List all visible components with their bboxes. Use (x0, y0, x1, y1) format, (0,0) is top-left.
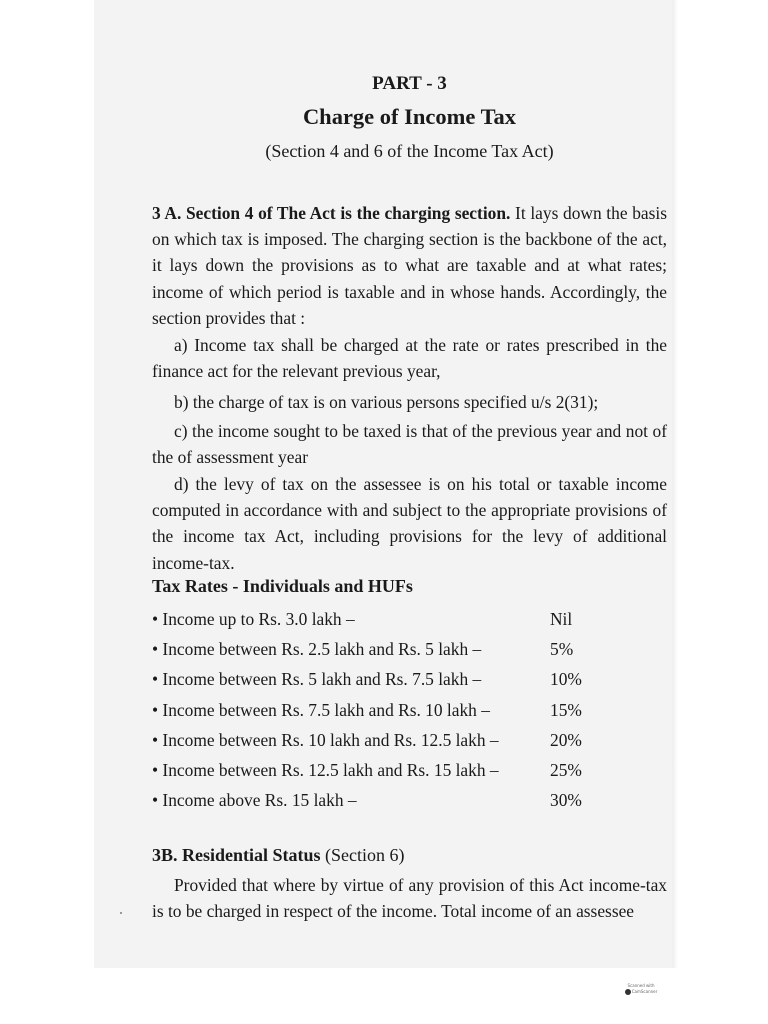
page-edge (672, 0, 678, 968)
tax-rates-heading: Tax Rates - Individuals and HUFs (152, 576, 413, 596)
section-3b-body: Provided that where by virtue of any provision of this Act income-tax is to be charged in respect of the income. Total income of an assessee (152, 875, 667, 922)
camscanner-logo-icon (625, 989, 631, 995)
scan-speck (120, 912, 122, 914)
tax-rate-value: 20% (550, 729, 582, 750)
section-3b-heading-suffix: (Section 6) (320, 845, 405, 865)
tax-rate-label: • Income between Rs. 10 lakh and Rs. 12.5 lakh – (152, 729, 499, 750)
scanner-watermark (624, 983, 658, 1013)
page-title: Charge of Income Tax (302, 104, 517, 129)
list-item-text: a) Income tax shall be charged at the rate or rates prescribed in the finance act for the relevant previous year, (152, 335, 667, 382)
section-3a-body: It lays down the basis on which tax is imposed. The charging section is the backbone of the act, it lays down the provisions as to what are taxable and at what rates; income of which period is taxable and in whose hands. Accordingly, the section provides that : (152, 203, 667, 328)
tax-rate-row (152, 634, 667, 664)
tax-rate-row (152, 725, 667, 755)
tax-rate-label: • Income between Rs. 7.5 lakh and Rs. 10 lakh – (152, 699, 490, 720)
tax-rate-row (152, 664, 667, 694)
section-3b-heading: 3B. Residential Status (152, 845, 321, 865)
tax-rate-row (152, 604, 667, 634)
tax-rate-value: 5% (550, 639, 574, 660)
tax-rate-row (152, 695, 667, 725)
list-item-d (152, 471, 667, 576)
tax-rate-value: Nil (550, 609, 573, 629)
list-item-b (152, 389, 667, 415)
list-item-text: c) the income sought to be taxed is that of the previous year and not of the of assessment year (152, 421, 667, 468)
tax-rate-label: • Income above Rs. 15 lakh – (152, 790, 357, 811)
part-label: PART - 3 (372, 73, 447, 94)
tax-rate-value: 10% (550, 669, 582, 690)
tax-rate-row (152, 755, 667, 785)
tax-rates-list (152, 604, 667, 815)
list-item-text: d) the levy of tax on the assessee is on his total or taxable income computed in accordance with and subject to the appropriate provisions of the income tax Act, including provisions for the levy of additional income-tax. (152, 474, 667, 573)
tax-rate-label: • Income between Rs. 5 lakh and Rs. 7.5 lakh – (152, 669, 482, 690)
section-3b-heading-line (152, 845, 405, 866)
tax-rate-value: 25% (550, 759, 582, 780)
section-3a-heading: 3 A. Section 4 of The Act is the charging section. (152, 203, 511, 223)
scanner-watermark-line2: CamScanner (631, 989, 658, 994)
tax-rate-label: • Income up to Rs. 3.0 lakh – (152, 609, 355, 629)
tax-rate-value: 30% (550, 790, 582, 811)
tax-rate-value: 15% (550, 699, 582, 720)
section-3a-paragraph (152, 200, 667, 331)
section-3b-paragraph (152, 872, 667, 924)
list-item-a (152, 332, 667, 384)
page-subtitle: (Section 4 and 6 of the Income Tax Act) (265, 141, 554, 161)
list-item-c (152, 418, 667, 470)
tax-rate-row (152, 785, 667, 815)
scanner-watermark-line1: Scanned with (627, 983, 655, 988)
tax-rate-label: • Income between Rs. 12.5 lakh and Rs. 15 lakh – (152, 759, 499, 780)
list-item-text: b) the charge of tax is on various persons specified u/s 2(31); (174, 392, 599, 412)
tax-rate-label: • Income between Rs. 2.5 lakh and Rs. 5 lakh – (152, 639, 482, 660)
